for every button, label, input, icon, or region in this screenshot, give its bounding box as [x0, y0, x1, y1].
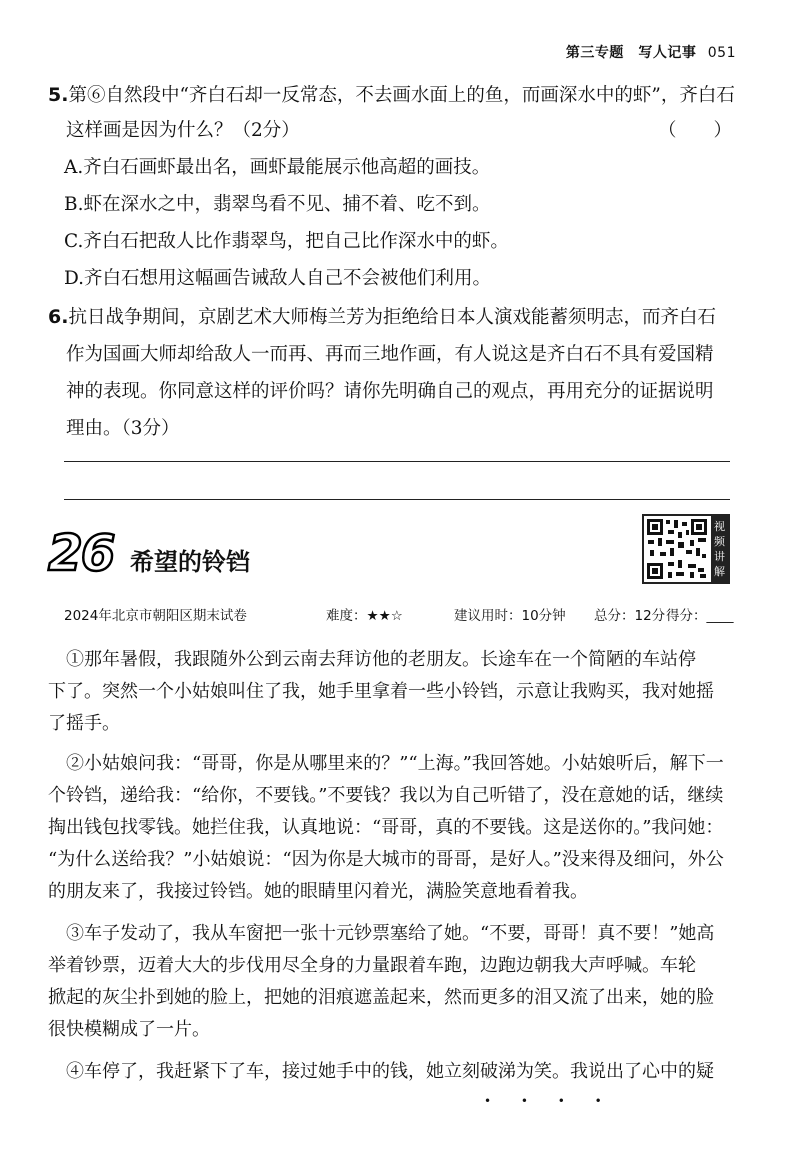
- question-5-line-2-row: [48, 113, 738, 148]
- answer-bracket[interactable]: （ ）: [657, 120, 732, 141]
- question-6-line-3: 神的表现。你同意这样的评价吗？请你先明确自己的观点，再用充分的证据说明: [66, 381, 714, 402]
- paragraph-1-line-1: ①那年暑假，我跟随外公到云南去拜访他的老朋友。长途车在一个简陋的车站停: [66, 649, 696, 670]
- paragraph-2-line-2: 个铃铛，递给我：“给你，不要钱。”不要钱？我以为自己听错了，没在意她的话，继续: [48, 785, 724, 806]
- qr-code[interactable]: [642, 514, 730, 584]
- paragraph-2-line-3: 掏出钱包找零钱。她拦住我，认真地说：“哥哥，真的不要钱。这是送你的。”我问她：: [48, 817, 724, 838]
- paragraph-3-line-3: 掀起的灰尘扑到她的脸上，把她的泪痕遮盖起来，然而更多的泪又流了出来，她的脸: [48, 987, 714, 1008]
- question-5: [48, 78, 738, 113]
- answer-line-1[interactable]: [64, 461, 730, 462]
- question-5-line-1: 第⑥自然段中“齐白石却一反常态，不去画水面上的鱼，而画深水中的虾”，齐白石: [68, 85, 735, 106]
- paragraph-1-line-3: 了摇手。: [48, 713, 120, 734]
- option-b[interactable]: B.虾在深水之中，翡翠鸟看不见、捕不着、吃不到。: [64, 194, 491, 215]
- article-title: 希望的铃铛: [130, 548, 250, 576]
- option-d[interactable]: D.齐白石想用这幅画告诫敌人自己不会被他们利用。: [64, 268, 492, 289]
- question-6: [48, 300, 738, 335]
- score-field[interactable]: 得分：____: [666, 608, 734, 624]
- qr-label: 视频讲解: [714, 520, 725, 578]
- option-c[interactable]: C.齐白石把敌人比作翡翠鸟，把自己比作深水中的虾。: [64, 231, 509, 252]
- total-score: 总分：12分: [594, 608, 666, 624]
- paragraph-2-line-1: ②小姑娘问我：“哥哥，你是从哪里来的？”“上海。”我回答她。小姑娘听后，解下一: [66, 753, 724, 774]
- paragraph-3-line-2: 举着钞票，迈着大大的步伐用尽全身的力量跟着车跑，边跑边朝我大声呼喊。车轮: [48, 955, 696, 976]
- question-5-line-2: 这样画是因为什么？（2分）: [66, 120, 300, 141]
- paragraph-2-line-4: “为什么送给我？”小姑娘说：“因为你是大城市的哥哥，是好人。”没来得及细问，外公: [48, 849, 724, 870]
- answer-line-2[interactable]: [64, 499, 730, 500]
- question-6-line-4: 理由。（3分）: [66, 418, 180, 439]
- option-a[interactable]: A.齐白石画虾最出名，画虾最能展示他高超的画技。: [64, 157, 491, 178]
- paragraph-4-line-1: ④车停了，我赶紧下了车，接过她手中的钱，她立刻破涕为笑。我说出了心中的疑: [66, 1061, 714, 1082]
- running-head: [566, 42, 736, 62]
- suggested-time: 建议用时：10分钟: [454, 608, 566, 624]
- article-number: 26: [48, 524, 114, 582]
- question-6-line-1: 抗日战争期间，京剧艺术大师梅兰芳为拒绝给日本人演戏能蓄须明志，而齐白石: [68, 307, 716, 328]
- paragraph-2-line-5: 的朋友来了，我接过铃铛。她的眼睛里闪着光，满脸笑意地看着我。: [48, 881, 588, 902]
- source: 2024年北京市朝阳区期末试卷: [64, 608, 247, 624]
- paragraph-1-line-2: 下了。突然一个小姑娘叫住了我，她手里拿着一些小铃铛，示意让我购买，我对她摇: [48, 681, 714, 702]
- question-6-number: 6.: [48, 306, 69, 328]
- question-5-number: 5.: [48, 84, 69, 106]
- paragraph-3-line-1: ③车子发动了，我从车窗把一张十元钞票塞给了她。“不要，哥哥！真不要！”她高: [66, 923, 715, 944]
- question-6-line-2: 作为国画大师却给敌人一而再、再而三地作画，有人说这是齐白石不具有爱国精: [66, 344, 714, 365]
- difficulty: 难度：★★☆: [326, 608, 403, 624]
- section-title: 第三专题 写人记事: [565, 45, 697, 61]
- emphasis-dots: • • • •: [484, 1094, 615, 1108]
- page-number: 051: [707, 45, 736, 61]
- paragraph-3-line-4: 很快模糊成了一片。: [48, 1019, 210, 1040]
